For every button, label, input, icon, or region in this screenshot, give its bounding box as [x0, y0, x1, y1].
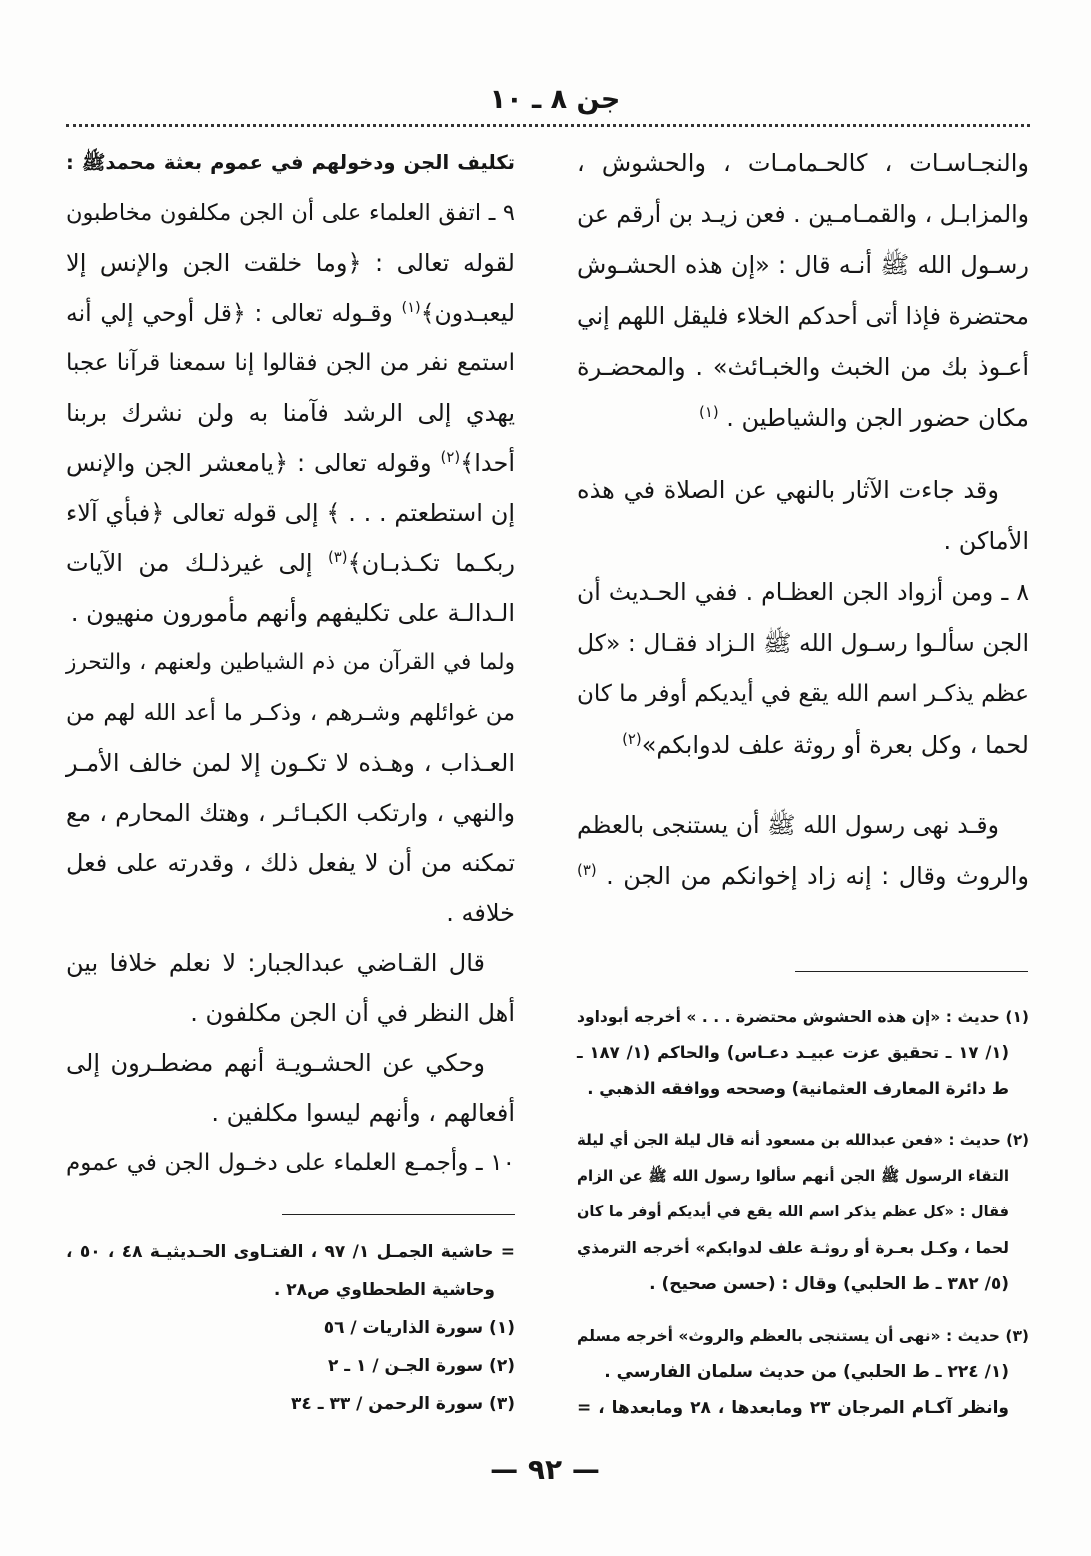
text-line: استمع نفر من الجن فقالوا إنا سمعنا قرآنا عجبا [66, 350, 515, 376]
text-line [66, 538, 515, 588]
footnote-line: (١/ ١٧ ـ تحقيق عزت عبيـد دعـاس) والحاكم (١/ ١٨٧ ـ [577, 1043, 1010, 1062]
footnote-divider-right [795, 971, 1028, 972]
text-line-content: أحدا﴾ [460, 449, 515, 477]
text-line: والنهي ، وارتكب الكبـائـر ، وهتك المحارم ، مع [66, 799, 515, 827]
right-column-paragraph-2 [577, 465, 1029, 771]
page-number: — ٩٢ — [490, 1453, 600, 1486]
running-header-title: جن ٨ ـ ١٠ [489, 84, 621, 115]
text-line: محتضرة فإذا أتى أحدكم الخلاء فليقل اللهم إني [577, 302, 1029, 330]
text-line: عظم يذكـر اسم الله يقع في أيديكم أوفر ما كان [577, 681, 1029, 707]
text-line: تمكنه من أن لا يفعل ذلك ، وقدرته على فعل [66, 849, 515, 877]
footnote-line: فقال : «كل عظم يذكر اسم الله يقع في أيديكم أوفر ما كان [577, 1204, 1009, 1220]
left-column [66, 138, 515, 1188]
footnote-line: وحاشية الطحطاوي ص٢٨ . [273, 1280, 495, 1300]
text-line [577, 393, 1029, 444]
footnote-line: وانظر آكـام المرجان ٢٣ ومابعدها ، ٢٨ ومابعدها ، = [577, 1398, 1009, 1418]
footnote-line: (٢) سورة الجـن / ١ ـ ٢ [327, 1356, 515, 1376]
section-heading: تكليف الجن ودخولهم في عموم بعثة محمدﷺ : [66, 151, 515, 174]
footnote-2-right [577, 1122, 1029, 1302]
text-line: ٩ ـ اتفق العلماء على أن الجن مكلفون مخاطبون [66, 200, 515, 226]
text-line: العـذاب ، وهـذه لا تكـون إلا لمن خالف الأمـر [66, 749, 515, 777]
text-line: الجن سألـوا رسـول الله ﷺ الـزاد فقـال : «كل [577, 629, 1029, 657]
text-line: رسـول الله ﷺ أنـه قال : «إن هذه الحشـوش [577, 251, 1029, 279]
footnotes-left [66, 1233, 515, 1423]
text-line: وقد جاءت الآثار بالنهي عن الصلاة في هذه [577, 476, 999, 504]
text-line-content: إلى غيرذلـك من الآيات [66, 549, 328, 577]
right-column-paragraph-3 [577, 800, 1029, 902]
footnote-ref: (٢) [622, 730, 642, 748]
footnote-line: (١) حديث : «إن هذه الحشوش محتضرة . . . » أخرجه أبوداود [577, 1008, 1029, 1026]
footnote-line: (٥/ ٣٨٢ ـ ط الحلبي) وقال : (حسن صحيح) . [649, 1274, 1009, 1294]
text-line [66, 288, 515, 338]
footnote-divider-left [282, 1214, 515, 1215]
footnote-line: لحما ، وكـل بعـرة أو روثـة علف لدوابكم» أخرجه الترمذي [577, 1239, 1009, 1257]
text-line: وقـد نهى رسول الله ﷺ أن يستنجى بالعظم [577, 811, 999, 839]
footnote-3-right [577, 1318, 1029, 1426]
footnote-line: (٢) حديث : «فعن عبدالله بن مسعود أنه قال ليلة الجن أي ليلة [577, 1131, 1029, 1149]
text-line: قال القـاضي عبدالجبار: لا نعلم خلافا بين [66, 949, 485, 977]
footnote-1-right [577, 999, 1029, 1107]
text-line [66, 438, 515, 488]
footnote-line: (٣) سورة الرحمن / ٣٣ ـ ٣٤ [291, 1394, 515, 1414]
text-line: وحكي عن الحشـويـة أنهم مضطـرون إلى [66, 1049, 485, 1077]
footnote-line: التقاء الرسول ﷺ الجن أنهم سألوا رسول الله ﷺ عن الزام [577, 1167, 1009, 1185]
text-line: ٨ ـ ومن أزواد الجن العظـام . ففي الحـديث أن [577, 578, 1029, 606]
text-line-content: مكان حضور الجن والشياطين . [718, 404, 1029, 432]
text-line: أهل النظر في أن الجن مكلفون . [190, 999, 515, 1027]
text-line: الـدالـة على تكليفهم وأنهم مأمورون منهيون . [70, 599, 515, 627]
text-line: أعـوذ بك من الخبث والخبـائث» . والمحضـرة [577, 353, 1029, 381]
right-column-paragraph-1 [577, 138, 1029, 444]
text-line: خلافه . [446, 899, 515, 927]
text-line-content: وقـوله تعالى : ﴿قل أوحي إلي أنه [66, 299, 402, 327]
text-line: لقوله تعالى : ﴿وما خلقت الجن والإنس إلا [66, 249, 515, 277]
header-dotted-rule [66, 124, 1030, 127]
footnote-line: (١) سورة الذاريات / ٥٦ [323, 1318, 515, 1338]
text-line-content: ربكـما تكـذبـان﴾ [347, 549, 515, 577]
running-header [445, 80, 665, 120]
text-line: أفعالهم ، وأنهم ليسوا مكلفين . [211, 1099, 515, 1127]
text-line: ولما في القرآن من ذم الشياطين ولعنهم ، والتحرز [66, 650, 515, 675]
footnote-ref: (١) [401, 299, 421, 317]
text-line-content: لحما ، وكل بعرة أو روثة علف لدوابكم» [641, 731, 1029, 759]
footnote-line: (٣) حديث : «نهى أن يستنجى بالعظم والروث» أخرجه مسلم [577, 1327, 1029, 1345]
text-line: والنجـاسـات ، كالحـمامـات ، والحشوش ، [577, 149, 1029, 177]
text-line-content: ليعبـدون﴾ [420, 299, 515, 327]
text-line: إن استطعتم . . . ﴾ إلى قوله تعالى ﴿فبأي آلاء [66, 499, 515, 527]
text-line-content: والروث وقال : إنه زاد إخوانكم من الجن . [596, 862, 1029, 890]
footnote-ref: (٣) [577, 861, 597, 879]
footnote-ref: (٣) [327, 548, 348, 566]
text-line [577, 851, 1029, 902]
text-line [577, 720, 1029, 771]
text-line: يهدي إلى الرشد فآمنا به ولن نشرك بربنا [66, 399, 515, 427]
text-line-content: وقوله تعالى : ﴿يامعشر الجن والإنس [66, 449, 441, 477]
text-line: والمزابـل ، والقمـامـين . فعن زيـد بن أرقم عن [577, 200, 1029, 228]
footnote-line: = حاشية الجمـل ١/ ٩٧ ، الفتـاوى الحـديثيـة ٤٨ ، ٥٠ ، [66, 1242, 515, 1262]
footnote-ref: (١) [699, 403, 719, 421]
footnote-line: ط دائرة المعارف العثمانية) وصححه ووافقه الذهبي . [587, 1079, 1009, 1098]
text-line: من غوائلهم وشـرهم ، وذكـر ما أعد الله لهم من [66, 700, 515, 726]
footnote-ref: (٢) [440, 448, 461, 466]
footnote-line: (١/ ٢٢٤ ـ ط الحلبي) من حديث سلمان الفارسي . [604, 1362, 1009, 1382]
text-line: الأماكن . [943, 527, 1029, 555]
text-line: ١٠ ـ وأجمـع العلماء على دخـول الجن في عموم [66, 1150, 515, 1176]
